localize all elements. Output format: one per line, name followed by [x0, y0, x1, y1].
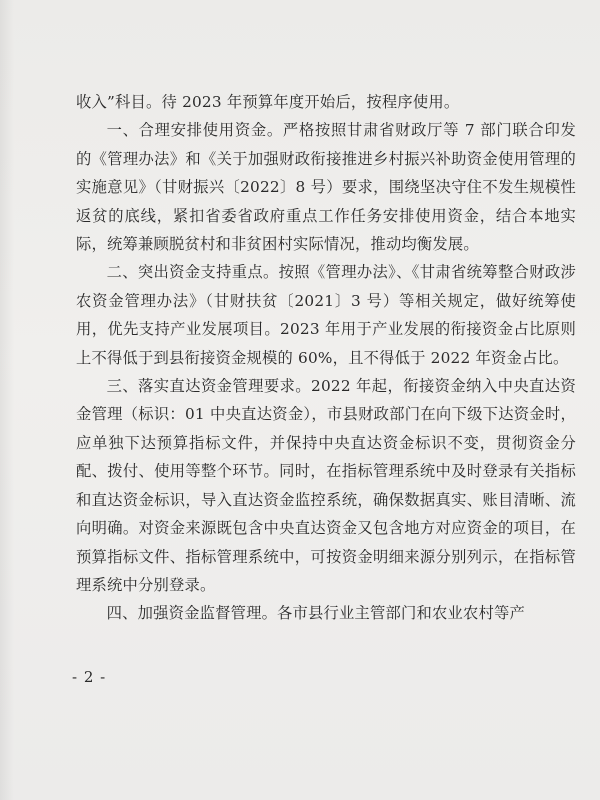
paragraph-section-2: 二、突出资金支持重点。按照《管理办法》、《甘肃省统筹整合财政涉农资金管理办法》（甘财扶贫〔2021〕3 号）等相关规定，做好统筹使用，优先支持产业发展项目。2023 年用于产业发展的衔接资金占比原则上不得低于到县衔接资金规模的 60%，且不得低于 2022 年资金占比。 — [76, 263, 576, 367]
page-number: - 2 - — [72, 668, 107, 686]
paragraph-section-3: 三、落实直达资金管理要求。2022 年起，衔接资金纳入中央直达资金管理（标识：01 中央直达资金），市县财政部门在向下级下达资金时，应单独下达预算指标文件，并保持中央直达资金标识不变，贯彻资金分配、拨付、使用等整个环节。同时，在指标管理系统中及时登录有关指标和直达资金标识，导入直达资金监控系统，确保数据真实、账目清晰、流向明确。对资金来源既包含中央直达资金又包含地方对应资金的项目，在预算指标文件、指标管理系统中，可按资金明细来源分别列示，在指标管理系统中分别登录。 — [76, 377, 576, 594]
document-body — [76, 88, 576, 628]
paragraph-continuation: 收入”科目。待 2023 年预算年度开始后，按程序使用。 — [76, 93, 460, 111]
paragraph-section-4: 四、加强资金监督管理。各市县行业主管部门和农业农村等产 — [106, 604, 526, 623]
paragraph-section-1: 一、合理安排使用资金。严格按照甘肃省财政厅等 7 部门联合印发的《管理办法》和《关于加强财政衔接推进乡村振兴补助资金使用管理的实施意见》（甘财振兴〔2022〕8 号）要求，围绕坚决守住不发生规模性返贫的底线，紧扣省委省政府重点工作任务安排使用资金，结合本地实际，统筹兼顾脱贫村和非贫困村实际情况，推动均衡发展。 — [76, 121, 576, 254]
